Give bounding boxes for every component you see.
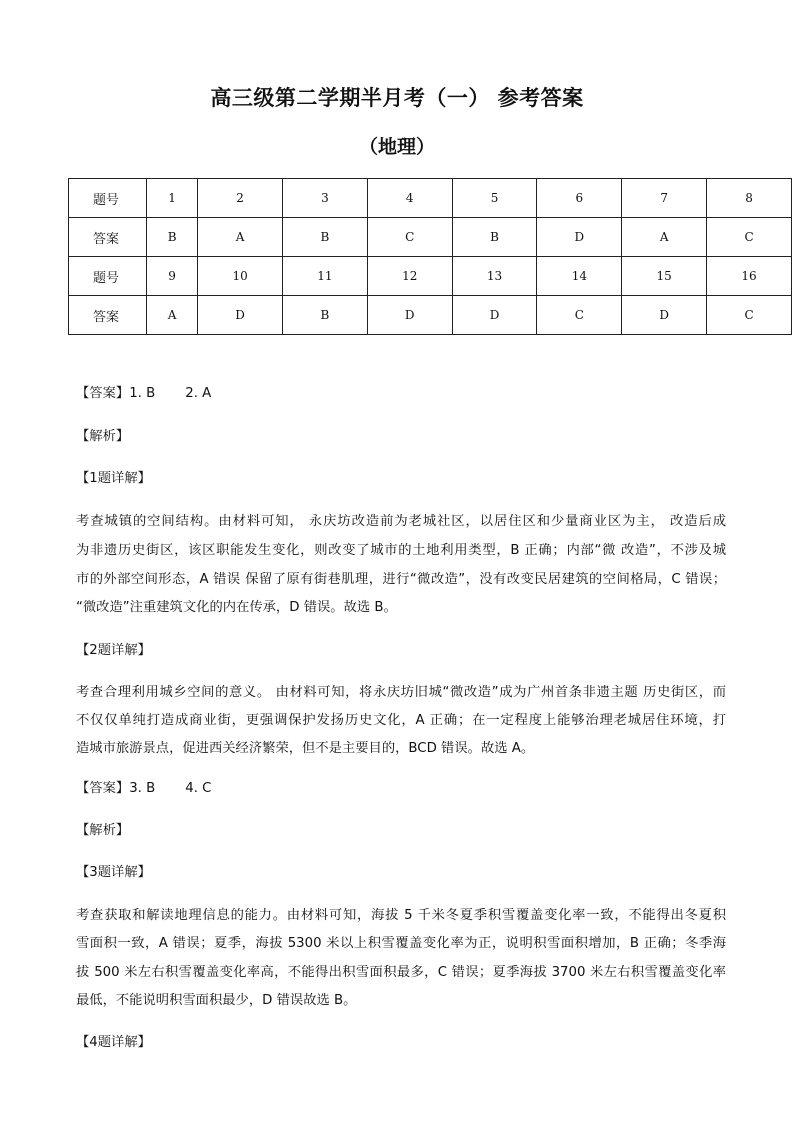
table-cell: B: [452, 218, 537, 257]
table-cell: D: [622, 296, 707, 335]
table-cell: 10: [198, 257, 283, 296]
table-cell: D: [452, 296, 537, 335]
q2-line: 造城市旅游景点，促进西关经济繁荣，但不是主要目的，BCD 错误。故选 A。: [76, 741, 535, 756]
answer-label: 【答案】: [76, 781, 130, 796]
table-cell: 11: [283, 257, 368, 296]
q3-line: 考查获取和解读地理信息的能力。由材料可知，海拔 5 千米冬夏季积雪覆盖变化率一致，不能得出冬夏积: [76, 908, 726, 923]
table-cell: C: [707, 218, 792, 257]
q1-line: “微改造”注重建筑文化的内在传承，D 错误。故选 B。: [76, 600, 397, 615]
table-cell: D: [198, 296, 283, 335]
table-cell: 14: [537, 257, 622, 296]
answer-label: 【答案】: [76, 386, 130, 401]
table-row: [69, 218, 792, 257]
analysis-heading: 【解析】: [76, 823, 130, 838]
table-cell: C: [537, 296, 622, 335]
answer-2: 2. A: [185, 386, 212, 401]
answer-1: 1. B: [129, 386, 156, 401]
q3-line: 雪面积一致，A 错误；夏季，海拔 5300 米以上积雪覆盖变化率为正，说明积雪面积增加，B 正确；冬季海: [76, 936, 726, 951]
row-header: 题号: [69, 257, 147, 296]
table-cell: B: [283, 218, 368, 257]
table-cell: 6: [537, 179, 622, 218]
table-cell: A: [198, 218, 283, 257]
answer-line-1-2: [76, 384, 726, 404]
table-cell: 5: [452, 179, 537, 218]
q1-line: 市的外部空间形态，A 错误 保留了原有街巷肌理，进行“微改造”，没有改变民居建筑的空间格局，C 错误；: [76, 572, 726, 587]
q3-line: 最低，不能说明积雪面积最少，D 错误故选 B。: [76, 993, 357, 1008]
table-row: [69, 296, 792, 335]
table-cell: A: [147, 296, 198, 335]
table-cell: D: [367, 296, 452, 335]
table-cell: 4: [367, 179, 452, 218]
q2-line: 考查合理利用城乡空间的意义。 由材料可知，将永庆坊旧城“微改造”成为广州首条非遗主题 历史街区，而: [76, 685, 726, 700]
table-cell: 8: [707, 179, 792, 218]
table-row: [69, 179, 792, 218]
table-cell: 12: [367, 257, 452, 296]
q2-line: 不仅仅单纯打造成商业街，更强调保护发扬历史文化，A 正确；在一定程度上能够治理老城居住环境，打: [76, 713, 726, 728]
table-row: [69, 257, 792, 296]
table-cell: 3: [283, 179, 368, 218]
table-cell: 15: [622, 257, 707, 296]
q2-detail-heading: 【2题详解】: [76, 643, 151, 658]
table-cell: 1: [147, 179, 198, 218]
answer-table: [68, 178, 792, 335]
table-cell: A: [622, 218, 707, 257]
table-cell: 13: [452, 257, 537, 296]
page-title: 高三级第二学期半月考（一） 参考答案: [210, 86, 584, 110]
answer-4: 4. C: [185, 781, 212, 796]
table-cell: 9: [147, 257, 198, 296]
answer-3: 3. B: [129, 781, 156, 796]
row-header: 答案: [69, 296, 147, 335]
table-cell: C: [367, 218, 452, 257]
table-cell: C: [707, 296, 792, 335]
row-header: 题号: [69, 179, 147, 218]
q3-line: 拔 500 米左右积雪覆盖变化率高，不能得出积雪面积最多，C 错误；夏季海拔 3700 米左右积雪覆盖变化率: [76, 965, 726, 980]
q1-line: 为非遗历史街区，该区职能发生变化，则改变了城市的土地利用类型，B 正确；内部“微 改造”，不涉及城: [76, 543, 726, 558]
table-cell: 2: [198, 179, 283, 218]
table-cell: B: [283, 296, 368, 335]
table-cell: 16: [707, 257, 792, 296]
table-cell: D: [537, 218, 622, 257]
row-header: 答案: [69, 218, 147, 257]
q4-detail-heading: 【4题详解】: [76, 1035, 151, 1050]
page-subtitle: （地理）: [358, 136, 435, 158]
q1-detail-heading: 【1题详解】: [76, 471, 151, 486]
q1-line: 考查城镇的空间结构。由材料可知， 永庆坊改造前为老城社区，以居住区和少量商业区为主， 改造后成: [76, 514, 726, 529]
table-cell: 7: [622, 179, 707, 218]
table-cell: B: [147, 218, 198, 257]
q3-detail-heading: 【3题详解】: [76, 865, 151, 880]
answer-line-3-4: [76, 779, 726, 799]
analysis-heading: 【解析】: [76, 429, 130, 444]
